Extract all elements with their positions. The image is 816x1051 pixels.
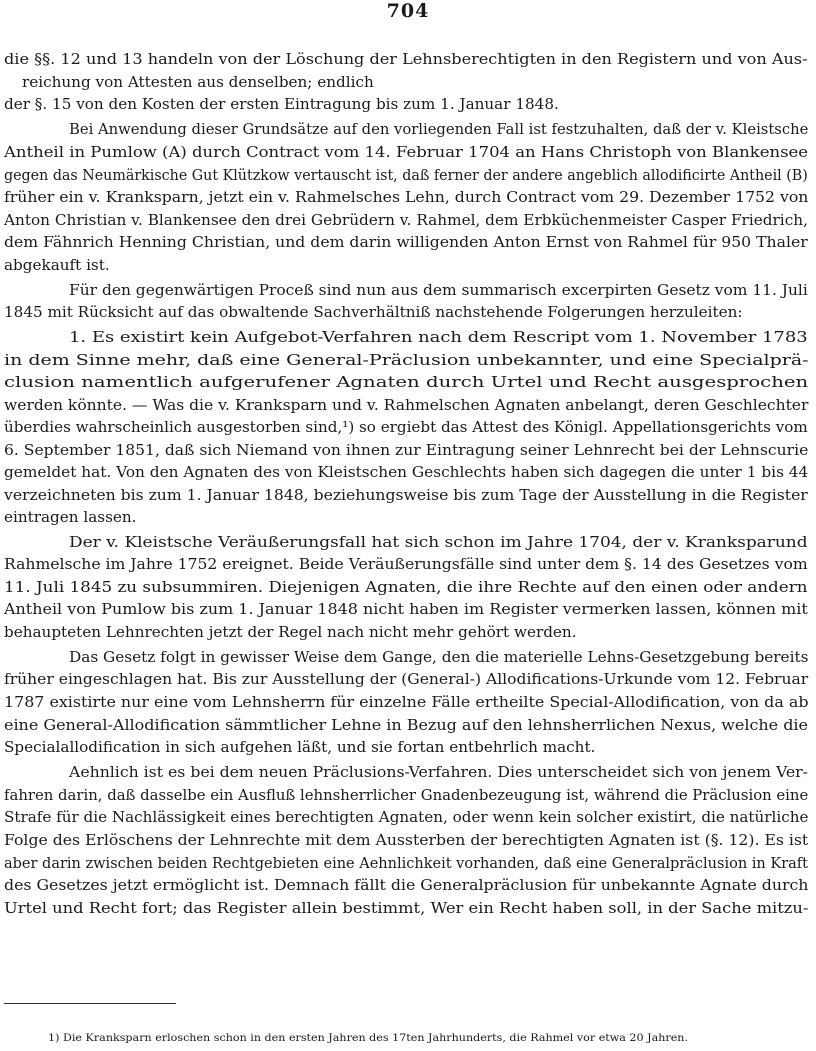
footnote-text: 1) Die Kranksparn erloschen schon in den ersten Jahren des 17ten Jahrhunderts, die Rahmel vor etwa 20 Jahren.	[48, 1032, 688, 1044]
text-line: des Gesetzes jetzt ermöglicht ist. Demnach fällt die Generalpräclusion für unbekannte Agnate durch	[4, 876, 809, 894]
text-line: fahren darin, daß dasselbe ein Ausfluß lehnsherrlicher Gnadenbezeugung ist, während die Präclusion eine	[4, 786, 809, 804]
text-line: eintragen lassen.	[4, 508, 137, 526]
text-line: aber darin zwischen beiden Rechtgebieten eine Aehnlichkeit vorhanden, daß eine Generalpräclusion in Kraft	[4, 854, 808, 872]
text-line: Antheil von Pumlow bis zum 1. Januar 1848 nicht haben im Register vermerken lassen, können mit	[4, 600, 808, 618]
text-line: dem Fähnrich Henning Christian, und dem darin willigenden Anton Ernst von Rahmel für 950 Thaler	[4, 233, 808, 251]
text-line: Bei Anwendung dieser Grundsätze auf den vorliegenden Fall ist festzuhalten, daß der v. Kleistsche	[69, 120, 809, 138]
text-line: behaupteten Lehnrechten jetzt der Regel nach nicht mehr gehört werden.	[4, 623, 577, 641]
text-line: Folge des Erlöschens der Lehnrechte mit dem Aussterben der berechtigten Agnaten ist (§. 12). Es ist	[4, 831, 809, 849]
text-line: verzeichneten bis zum 1. Januar 1848, beziehungsweise bis zum Tage der Ausstellung in die Register	[4, 486, 808, 504]
text-line: die §§. 12 und 13 handeln von der Löschung der Lehnsberechtigten in den Registern und von Aus-	[4, 50, 808, 68]
text-line: Specialallodification in sich aufgehen läßt, und sie fortan entbehrlich macht.	[4, 738, 596, 756]
text-line: Strafe für die Nachlässigkeit eines berechtigten Agnaten, oder wenn kein solcher existirt, die natürliche	[4, 808, 809, 826]
text-line: in dem Sinne mehr, daß eine General-Präclusion unbekannter, und eine Specialprä-	[4, 351, 809, 369]
text-line: Antheil in Pumlow (A) durch Contract vom 14. Februar 1704 an Hans Christoph von Blankensee	[4, 143, 809, 161]
text-line: 1845 mit Rücksicht auf das obwaltende Sachverhältniß nachstehende Folgerungen herzuleiten:	[4, 303, 743, 321]
text-line: gegen das Neumärkische Gut Klützkow vertauscht ist, daß ferner der andere angeblich allodificirte Antheil (B)	[4, 166, 808, 184]
text-line: Das Gesetz folgt in gewisser Weise dem Gange, den die materielle Lehns-Gesetzgebung bereits	[69, 648, 809, 666]
text-line: früher eingeschlagen hat. Bis zur Ausstellung der (General-) Allodifications-Urkunde vom 12. Februar	[4, 670, 809, 688]
text-line: 1787 existirte nur eine vom Lehnsherrn für einzelne Fälle ertheilte Special-Allodification, von da ab	[4, 693, 809, 711]
footnote-divider	[4, 1003, 176, 1004]
text-line: 11. Juli 1845 zu subsummiren. Diejenigen Agnaten, die ihre Rechte auf den einen oder andern	[4, 578, 808, 596]
text-line: früher ein v. Kranksparn, jetzt ein v. Rahmelsches Lehn, durch Contract vom 29. Dezember 1752 von	[4, 188, 809, 206]
text-line: Anton Christian v. Blankensee den drei Gebrüdern v. Rahmel, dem Erbküchenmeister Casper Friedrich,	[4, 211, 808, 229]
text-line: der §. 15 von den Kosten der ersten Eintragung bis zum 1. Januar 1848.	[4, 95, 559, 113]
text-line: gemeldet hat. Von den Agnaten des von Kleistschen Geschlechts haben sich dagegen die unter 1 bis 44	[4, 463, 809, 481]
text-line: clusion namentlich aufgerufener Agnaten durch Urtel und Recht ausgesprochen	[4, 373, 809, 391]
text-line: 6. September 1851, daß sich Niemand von ihnen zur Eintragung seiner Lehnrecht bei der Lehnscurie	[4, 441, 809, 459]
text-line: eine General-Allodification sämmtlicher Lehne in Bezug auf den lehnsherrlichen Nexus, welche die	[4, 716, 808, 734]
text-line: werden könnte. — Was die v. Kranksparn und v. Rahmelschen Agnaten anbelangt, deren Geschlechter	[4, 396, 809, 414]
text-line: Urtel und Recht fort; das Register allein bestimmt, Wer ein Recht haben soll, in der Sache mitzu-	[4, 899, 809, 917]
text-line: Der v. Kleistsche Veräußerungsfall hat sich schon im Jahre 1704, der v. Kranksparund	[69, 533, 808, 551]
page-number: 704	[386, 0, 430, 22]
text-line: reichung von Attesten aus denselben; endlich	[22, 73, 374, 91]
text-line: Für den gegenwärtigen Proceß sind nun aus dem summarisch excerpirten Gesetz vom 11. Juli	[69, 281, 808, 299]
text-line: abgekauft ist.	[4, 256, 110, 274]
text-line: Rahmelsche im Jahre 1752 ereignet. Beide Veräußerungsfälle sind unter dem §. 14 des Gesetzes vom	[4, 555, 808, 573]
text-line: 1. Es existirt kein Aufgebot-Verfahren nach dem Rescript vom 1. November 1783	[69, 328, 808, 346]
text-line: überdies wahrscheinlich ausgestorben sind,¹) so ergiebt das Attest des Königl. Appellationsgerichts vom	[4, 418, 808, 436]
text-line: Aehnlich ist es bei dem neuen Präclusions-Verfahren. Dies unterscheidet sich von jenem Ver-	[69, 763, 808, 781]
